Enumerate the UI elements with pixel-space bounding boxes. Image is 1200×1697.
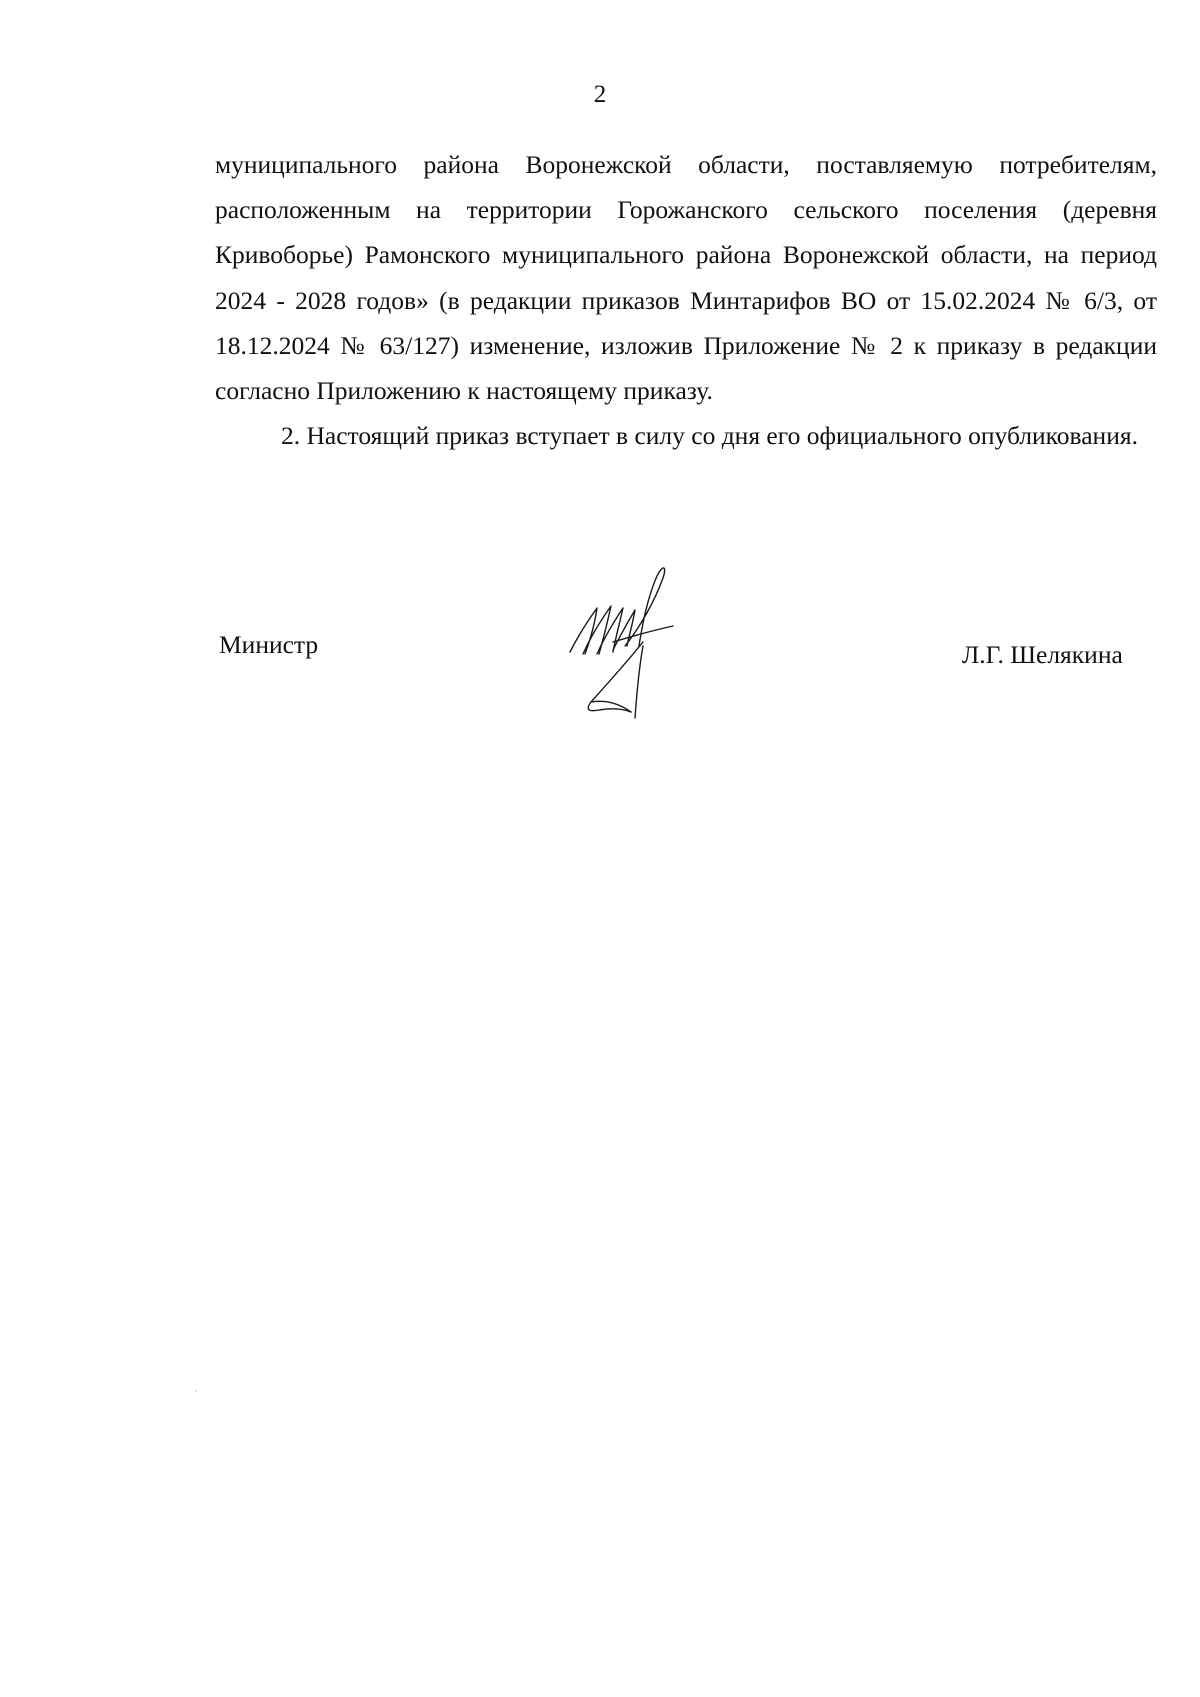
signer-position: Министр xyxy=(219,630,319,659)
scan-speck xyxy=(138,1102,139,1103)
signature-icon xyxy=(555,550,715,750)
document-body xyxy=(215,142,1157,458)
paragraph-effective-date: 2. Настоящий приказ вступает в силу со дня его официального опубликования. xyxy=(281,421,1138,451)
scan-speck xyxy=(195,1390,197,1392)
page-number: 2 xyxy=(593,81,607,108)
paragraph-continuation: муниципального района Воронежской области, поставляемую потребителям, расположенным на территории Горожанского сельского поселения (деревня Кривоборье) Рамонского муниципального района Воронежской области, на период 2024 - 2028 годов» (в редакции приказов Минтарифов ВО от 15.02.2024 № 6/3, от 18.12.2024 № 63/127) изменение, изложив Приложение № 2 к приказу в редакции согласно Приложению к настоящему приказу. xyxy=(215,150,1157,406)
signer-name: Л.Г. Шелякина xyxy=(962,640,1123,669)
